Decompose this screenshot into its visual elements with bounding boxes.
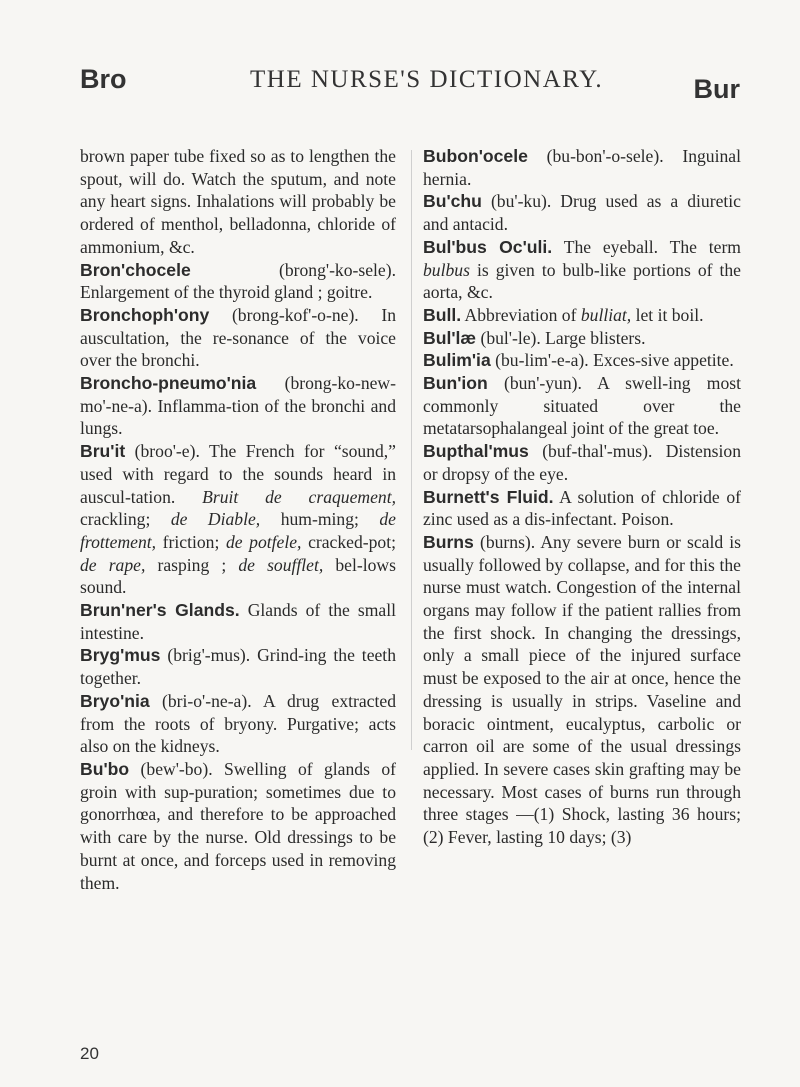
headword: Bul'bus Oc'uli. [423,236,553,257]
definition: (bew'-bo). Swelling of glands of groin with sup-puration; sometimes due to gonorrhœa, and therefore to be approached with care by the nurse. Old dressings to be burnt at once, and forceps used in removing them. [80,758,396,893]
page-number: 20 [80,1044,99,1063]
header-title: THE NURSE'S DICTIONARY. [250,66,604,93]
italic-term: de Diable, [170,509,261,530]
header-guide-word-right: Bur [693,74,740,104]
italic-term: bulliat, [580,304,632,325]
entry-brunners-glands [80,599,396,644]
definition-part: let it boil. [631,304,704,325]
definition: (brong'-ko-sele). Enlargement of the thyroid gland ; goitre. [80,259,396,303]
definition: (brong-kof'-o-ne). In auscultation, the re-sonance of the voice over the bronchi. [80,304,396,371]
headword: Bryg'mus [80,645,161,666]
definition: (brig'-mus). Grind-ing the teeth together. [80,645,396,689]
definition: (brong-ko-new-mo'-ne-a). Inflamma-tion of the bronchi and lungs. [80,373,396,439]
italic-term: Bruit de craquement, [202,486,396,507]
italic-term: de frottement, [80,509,396,552]
definition-part: cracked-pot; [301,531,396,552]
entry-bulimia [423,349,741,372]
entry-broncho-pneumonia [80,372,396,440]
entry-bupthalmus [423,440,741,485]
column-divider [411,150,412,750]
headword: Bu'chu [423,191,482,212]
italic-term: de soufflet, [238,554,324,575]
entry-bruit [80,440,396,599]
entry-bull [423,304,741,327]
definition: (burns). Any severe burn or scald is usually followed by collapse, and for this the nurse must watch. Congestion of the internal organs may follow if the patient rallies from the first shock. In changing the dressings, only a small piece of the injured surface must be exposed to the air at once, hence the dressing is usually in strips. Vaseline and boracic ointment, eucalyptus, carbolic or carron oil are some of the usual dressings applied. In severe cases skin grafting may be necessary. Most cases of burns run through three stages —(1) Shock, lasting 36 hours; (2) Fever, lasting 10 days; (3) [423,531,741,848]
entry-buchu [423,190,741,235]
italic-term: de potfele, [225,531,302,552]
entry-bullae [423,327,741,350]
definition: (bul'-le). Large blisters. [476,327,646,348]
entry-bronchophony [80,304,396,372]
headword: Bronchoph'ony [80,304,210,325]
entry-bryonia [80,690,396,758]
definition-part: Abbreviation of [461,304,581,325]
definition: (bu-bon'-o-sele). Inguinal hernia. [423,146,741,189]
headword: Bun'ion [423,373,488,394]
definition: (bu-lim'-e-a). Exces-sive appetite. [490,350,734,371]
headword: Bu'bo [80,758,130,779]
definition-part: The eyeball. The term [552,236,741,257]
headword: Bupthal'mus [423,441,529,462]
definition-part: (broo'-e). The French for “sound,” used with regard to the sounds heard in auscul-tation. [80,441,396,507]
headword: Bulim'ia [423,350,491,371]
entry-bulbus-oculi [423,236,741,304]
headword: Bull. [423,304,462,325]
definition-part: rasping ; [145,554,239,575]
definition: Glands of the small intestine. [80,600,396,643]
headword: Burns [423,531,474,552]
definition-part: hum-ming; [260,509,380,530]
definition: (bu'-ku). Drug used as a diuretic and antacid. [423,191,741,235]
headword: Bul'læ [423,327,477,348]
headword: Burnett's Fluid. [423,486,554,507]
definition: (bun'-yun). A swell-ing most commonly situated over the metatarsophalangeal joint of the great toe. [423,373,741,439]
headword: Bubon'ocele [423,146,528,166]
right-column [423,145,741,849]
entry-bubonocele [423,145,741,190]
definition: (bri-o'-ne-a). A drug extracted from the roots of bryony. Purgative; acts also on the kidneys. [80,690,396,757]
italic-term: bulbus [423,259,470,280]
entry-burns [423,531,741,849]
running-header [80,64,740,104]
definition-part: bel-lows sound. [80,554,396,598]
headword: Bryo'nia [80,690,150,711]
definition-part: friction; [156,531,226,552]
entry-brygmus [80,644,396,689]
entry-bronchocele [80,259,396,304]
definition: A solution of chloride of zinc used as a dis-infectant. Poison. [423,486,741,530]
entry-bunion [423,372,741,440]
continuation-text: brown paper tube fixed so as to lengthen the spout, will do. Watch the sputum, and note any heart signs. Inhalations will probably be ordered of menthol, belladonna, chloride of ammonium, &c. [80,146,396,257]
definition: (buf-thal'-mus). Distension or dropsy of the eye. [423,441,741,484]
headword: Broncho-pneumo'nia [80,373,257,394]
headword: Bru'it [80,441,126,462]
headword: Bron'chocele [80,259,191,280]
definition-part: is given to bulb-like portions of the aorta, &c. [423,259,741,303]
italic-term: de rape, [80,554,146,575]
header-guide-word-left: Bro [80,64,127,94]
entry-bubo [80,758,396,894]
left-column [80,145,396,894]
definition-part: crackling; [80,509,171,530]
entry-burnetts-fluid [423,486,741,531]
headword: Brun'ner's Glands. [80,600,240,621]
